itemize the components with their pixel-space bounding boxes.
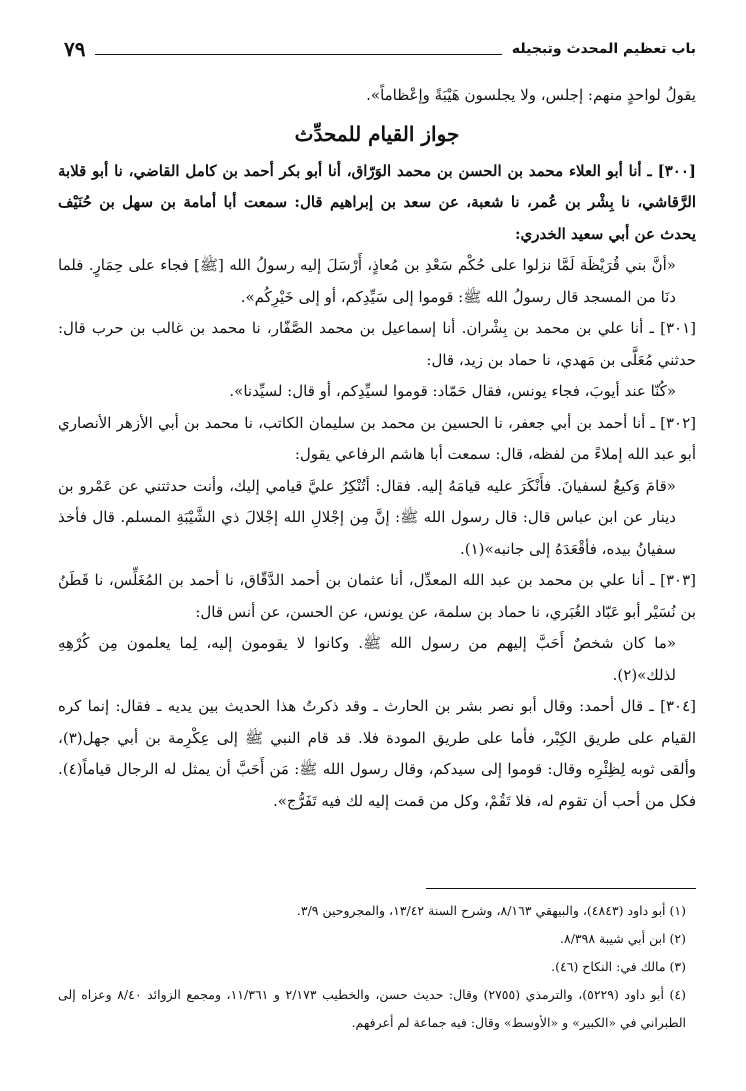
paragraph-301-matn: «كُنّا عند أيوبَ، فجاء يونس، فقال حَمّاد: قوموا لسيِّدِكم، أو قال: لسيِّدنا».: [229, 382, 676, 400]
paragraph-302-isnad: [٣٠٢] ـ أنا أحمد بن أبي جعفر، نا الحسين بن محمد بن سليمان الكاتب، نا محمد بن أبي الأزهر الأنصاري أبو عبد الله إملاءً من لفظه، قال: سمعت أبا هاشم الرفاعي يقول:: [58, 413, 696, 463]
paragraph-303-matn: «ما كان شخصٌ أَحَبَّ إليهم من رسول الله ﷺ. وكانوا لا يقومون إليه، لِما يعلمون مِن كُرْهِهِ لذلك»(٢).: [58, 634, 676, 684]
paragraph-301-isnad: [٣٠١] ـ أنا علي بن محمد بن بِشْران. أنا إسماعيل بن محمد الصَّفّار، نا محمد بن غالب بن حرب قال: حدثني مُعَلَّى بن مَهدي، نا حماد بن زيد، قال:: [58, 319, 696, 369]
footnote-2: (٢) ابن أبي شيبة ٨/٣٩٨.: [560, 931, 686, 946]
paragraph-300-matn: «أنَّ بني قُرَيْظَة لَمَّا نزلوا على حُكْم سَعْدِ بن مُعاذٍ، أَرْسَلَ إليه رسولُ الله [ﷺ] فجاء على حِمَارٍ. فلما دنَا من المسجد قال رسولُ الله ﷺ: قوموا إلى سَيِّدِكم، أو إلى خَيْرِكُم».: [58, 256, 676, 306]
footnotes: [58, 888, 696, 1037]
paragraph-303-isnad: [٣٠٣] ـ أنا علي بن محمد بن عبد الله المعدِّل، أنا عثمان بن أحمد الدَّقّاق، نا أحمد بن المُغَلِّس، نا قَطَنُ بن نُسَيْر أبو عَبّاد الغُبَري، نا حماد بن سلمة، عن يونس، عن الحسن، عن أنس قال:: [58, 571, 696, 621]
footnote-separator: [426, 888, 696, 889]
paragraph-304: [٣٠٤] ـ قال أحمد: وقال أبو نصر بشر بن الحارث ـ وقد ذكرتُ هذا الحديث بين يديه ـ فقال: إنما كره القيام على طريق الكِبْر، فأما على طريق المودة فلا. قد قام النبي ﷺ إلى عِكْرِمة بن أبي جهل(٣)، وألقى ثوبه لِظِئْرِه وقال: قوموا إلى سيدكم، وقال رسول الله ﷺ: مَن أَحَبَّ أن يمثل له الرجال قياماً(٤). فكل من أحب أن تقوم له، فلا تَقُمْ، وكل من قمت إليه لك فيه تَفَرُّج».: [58, 697, 696, 810]
footnote-4: (٤) أبو داود (٥٢٢٩)، والترمذي (٢٧٥٥) وقال: حديث حسن، والخطيب ٢/١٧٣ و ١١/٣٦١، ومجمع الزوائد ٨/٤٠ وعزاه إلى الطبراني في «الكبير» و «الأوسط» وقال: فيه جماعة لم أعرفهم.: [58, 987, 686, 1030]
paragraph-300-isnad: [٣٠٠] ـ أنا أبو العلاء محمد بن الحسن بن محمد الوَرّاق، أنا أبو بكر أحمد بن كامل القاضي، نا أبو قلابة الرَّقاشي، نا بِشْر بن عُمر، نا شعبة، عن سعد بن إبراهيم قال: سمعت أبا أمامة بن سهل بن حُنَيْف يحدث عن أبي سعيد الخدري:: [58, 161, 696, 243]
footnote-1: (١) أبو داود (٤٨٤٣)، والبيهقي ٨/١٦٣، وشرح السنة ١٣/٤٢، والمجروحين ٣/٩.: [296, 903, 686, 918]
header-rule: [95, 54, 501, 55]
footnote-3: (٣) مالك في: النكاح (٤٦).: [551, 959, 686, 974]
main-text: [58, 80, 696, 817]
page-number: ٧٩: [64, 37, 86, 61]
paragraph-302-matn: «قامَ وَكيعٌ لسفيانَ. فأَنْكَرَ عليه قيامَهُ إليه. فقال: أتُنْكِرُ عليَّ قيامي إليك، وأنت حدثتني عن عَمْرو بن دينار عن ابن عباس قال: قال رسول الله ﷺ: إنَّ مِن إجْلالِ الله إجْلالَ ذي الشَّيْبَةِ المسلم. قال فأخذ سفيانُ بيده، فأقْعَدَهُ إلى جانبه»(١).: [58, 476, 676, 558]
opening-line: يقولُ لواحدٍ منهم: إجلس، ولا يجلسون هَيْبَةً وإعْظاماً».: [366, 86, 696, 104]
page-header: [64, 34, 696, 64]
running-title: باب تعظيم المحدث وتبجيله: [511, 41, 696, 57]
chapter-title: جواز القيام للمحدِّث: [294, 121, 460, 146]
